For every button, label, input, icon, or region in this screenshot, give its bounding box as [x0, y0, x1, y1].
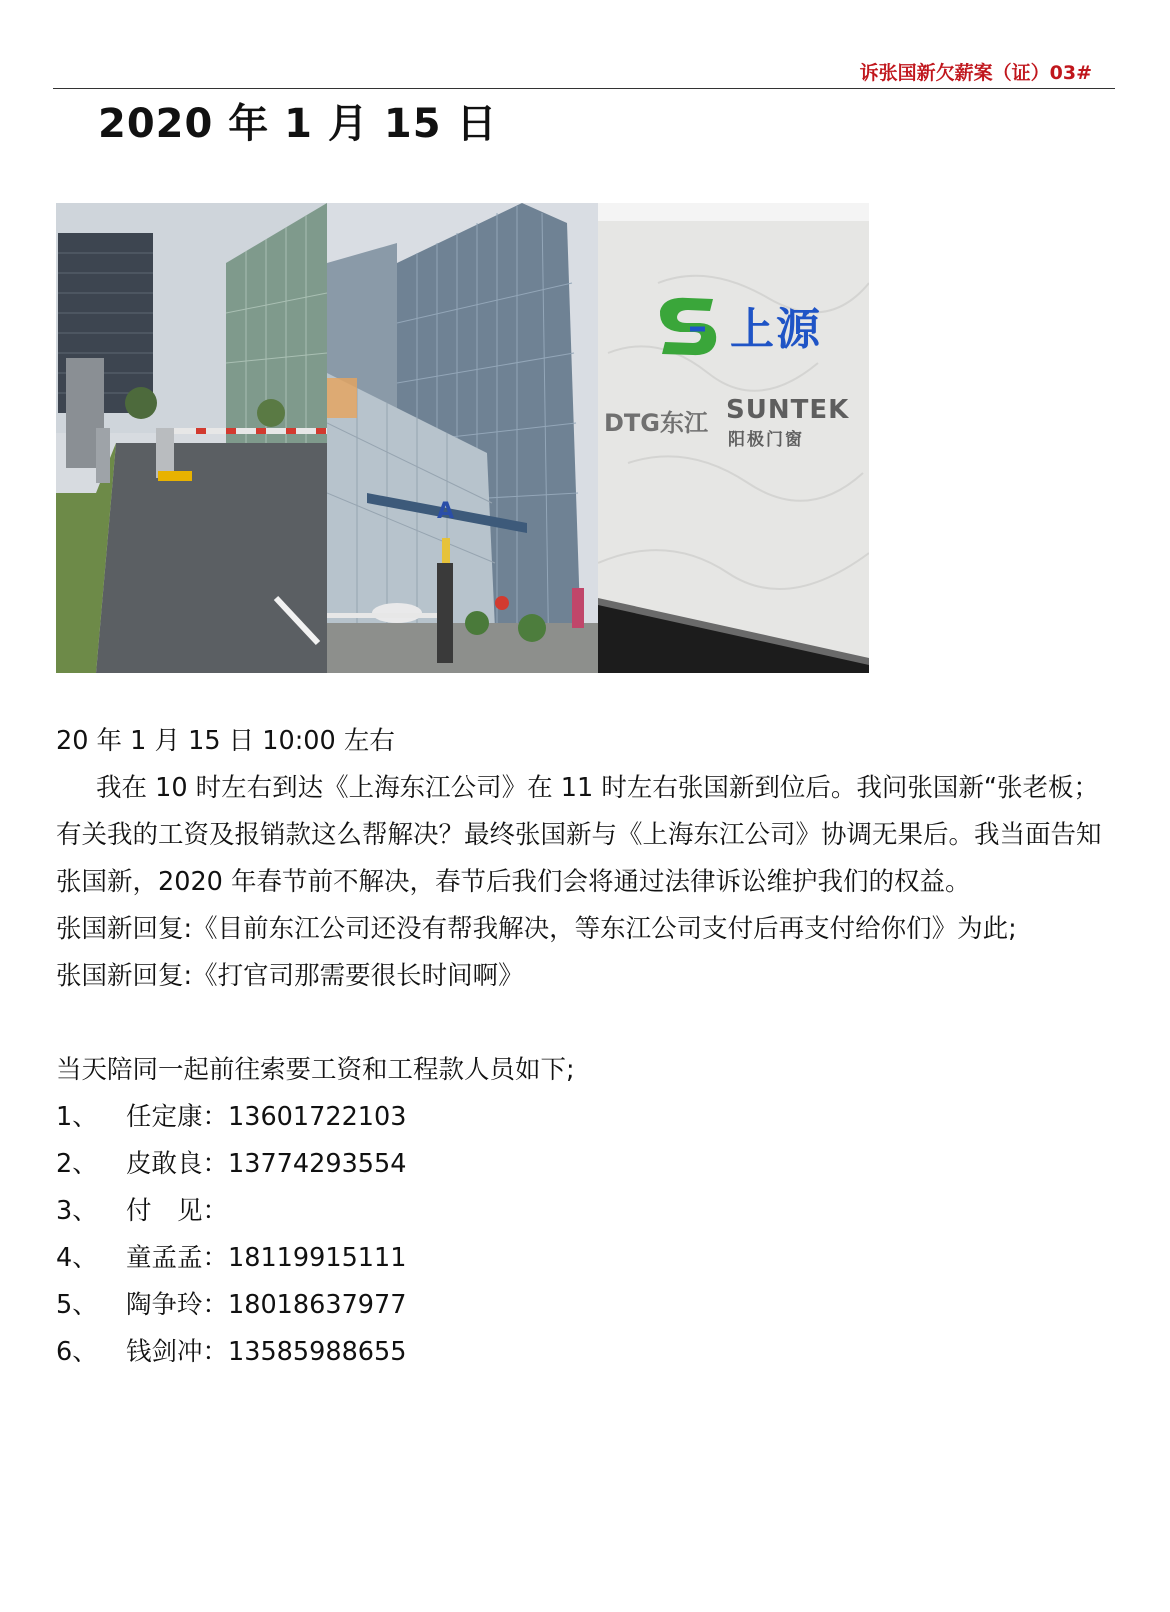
person-entry: 皮敢良：13774293554 [126, 1149, 407, 1179]
time-line: 20 年 1 月 15 日 10:00 左右 [56, 726, 395, 756]
list-number: 1、 [56, 1102, 98, 1132]
brand-right: SUNTEK [726, 395, 850, 425]
person-entry: 钱剑冲：13585988655 [126, 1337, 407, 1367]
header-divider [53, 88, 1115, 89]
person-entry: 任定康：13601722103 [126, 1102, 407, 1132]
list-item [56, 1282, 1116, 1329]
person-entry: 童孟孟：18119915111 [126, 1243, 407, 1273]
list-number: 4、 [56, 1243, 98, 1273]
list-number: 5、 [56, 1290, 98, 1320]
svg-text:A: A [437, 499, 455, 524]
person-entry: 陶争玲：18018637977 [126, 1290, 407, 1320]
case-tag: 诉张国新欠薪案（证）03# [859, 62, 1092, 84]
list-number: 2、 [56, 1149, 98, 1179]
list-item [56, 1235, 1116, 1282]
brand-left: DTG东江 [604, 409, 708, 437]
brand-right-sub: 阳极门窗 [728, 430, 804, 450]
list-number: 3、 [56, 1196, 98, 1226]
reply-line-2: 张国新回复:《打官司那需要很长时间啊》 [56, 961, 524, 991]
list-item [56, 1094, 1116, 1141]
statement-body [56, 718, 1116, 1376]
person-entry: 付 见： [126, 1196, 229, 1226]
photo-strip [56, 203, 869, 673]
spacer [56, 1000, 1116, 1047]
reply-line-1: 张国新回复:《目前东江公司还没有帮我解决，等东江公司支付后再支付给你们》为此; [56, 914, 1017, 944]
photo-lobby-sign [598, 203, 869, 673]
photo-office-tower [327, 203, 598, 673]
page-title: 2020 年 1 月 15 日 [98, 101, 498, 147]
list-item [56, 1188, 1116, 1235]
list-intro: 当天陪同一起前往索要工资和工程款人员如下; [56, 1055, 575, 1085]
statement-paragraph: 我在 10 时左右到达《上海东江公司》在 11 时左右张国新到位后。我问张国新“张老板；有关我的工资及报销款这么帮解决？最终张国新与《上海东江公司》协调无果后。我当面告知张国新，2020 年春节前不解决，春节后我们会将通过法律诉讼维护我们的权益。 [56, 773, 1102, 897]
photo-parking-gate [56, 203, 327, 673]
sign-text: 上源 [730, 304, 822, 355]
list-item [56, 1329, 1116, 1376]
list-number: 6、 [56, 1337, 98, 1367]
people-list [56, 1094, 1116, 1376]
list-item [56, 1141, 1116, 1188]
